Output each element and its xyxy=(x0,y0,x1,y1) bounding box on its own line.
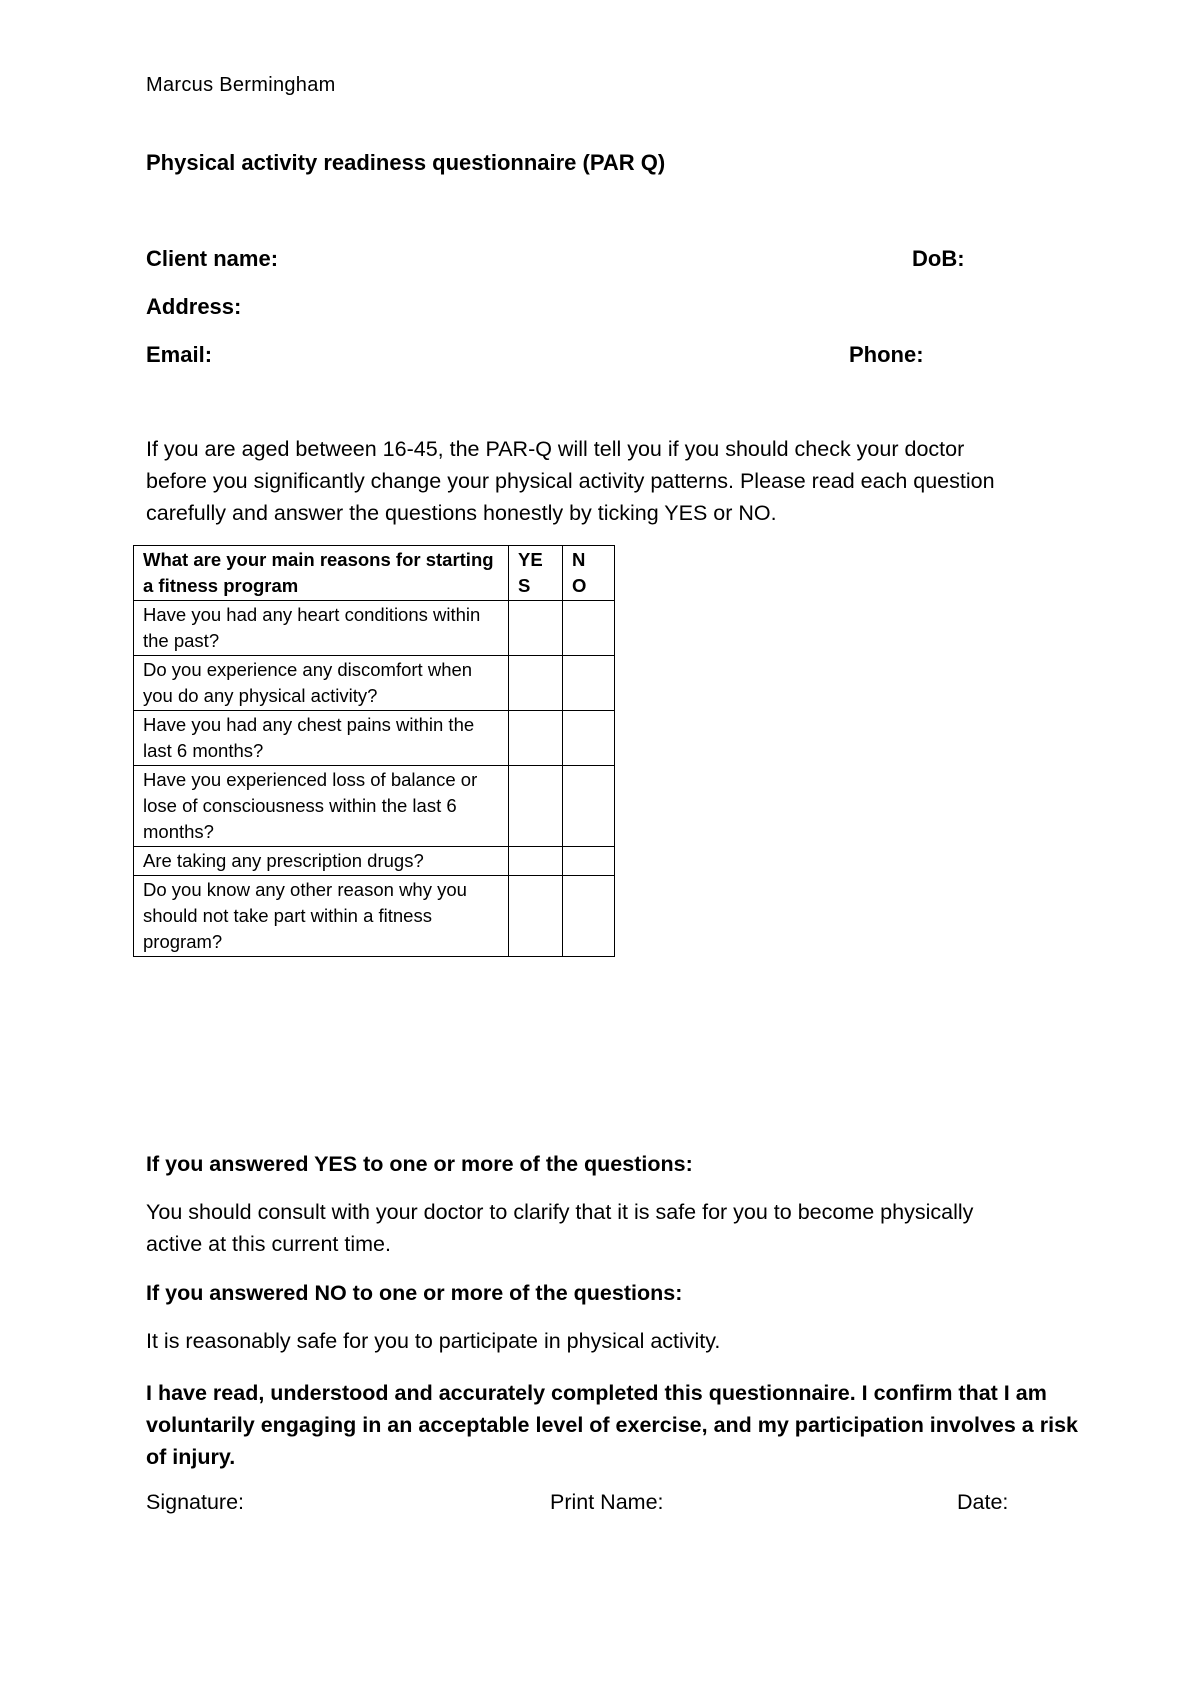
question-header-text: a fitness program xyxy=(143,575,299,596)
table-header-row xyxy=(134,546,615,601)
parq-table xyxy=(133,545,615,957)
signature-label: Signature: xyxy=(146,1490,245,1514)
address-label: Address: xyxy=(146,294,242,319)
table-row xyxy=(134,656,615,711)
yes-checkbox-cell[interactable] xyxy=(509,601,563,656)
phone-label: Phone: xyxy=(849,342,924,367)
question-cell xyxy=(134,766,509,847)
no-result-heading: If you answered NO to one or more of the questions: xyxy=(146,1281,683,1305)
document-title: Physical activity readiness questionnaire (PAR Q) xyxy=(146,150,666,175)
yes-result-heading: If you answered YES to one or more of the questions: xyxy=(146,1152,693,1176)
author-name: Marcus Bermingham xyxy=(146,74,336,96)
no-header-text: N xyxy=(572,549,586,570)
question-text: Have you had any chest pains within the xyxy=(143,714,475,735)
question-text: Have you had any heart conditions within xyxy=(143,604,481,625)
question-cell xyxy=(134,601,509,656)
question-cell xyxy=(134,711,509,766)
table-row xyxy=(134,601,615,656)
yes-checkbox-cell[interactable] xyxy=(509,656,563,711)
yes-checkbox-cell[interactable] xyxy=(509,876,563,957)
question-header-cell xyxy=(134,546,509,601)
yes-checkbox-cell[interactable] xyxy=(509,711,563,766)
table-row xyxy=(134,711,615,766)
intro-line: If you are aged between 16-45, the PAR-Q will tell you if you should check your doctor xyxy=(146,437,965,461)
question-cell xyxy=(134,656,509,711)
email-label: Email: xyxy=(146,342,213,367)
intro-line: before you significantly change your physical activity patterns. Please read each question xyxy=(146,469,995,493)
declaration-line: I have read, understood and accurately completed this questionnaire. I confirm that I am xyxy=(146,1381,1047,1405)
question-header-text: What are your main reasons for starting xyxy=(143,549,494,570)
no-checkbox-cell[interactable] xyxy=(563,766,615,847)
client-name-label: Client name: xyxy=(146,246,279,271)
intro-line: carefully and answer the questions honestly by ticking YES or NO. xyxy=(146,501,777,525)
no-checkbox-cell[interactable] xyxy=(563,601,615,656)
no-result-text: It is reasonably safe for you to participate in physical activity. xyxy=(146,1329,721,1353)
question-text: Do you experience any discomfort when xyxy=(143,659,473,680)
yes-checkbox-cell[interactable] xyxy=(509,766,563,847)
question-text: program? xyxy=(143,931,223,952)
question-text: should not take part within a fitness xyxy=(143,905,432,926)
no-checkbox-cell[interactable] xyxy=(563,847,615,876)
yes-result-text: active at this current time. xyxy=(146,1232,391,1256)
table-row xyxy=(134,766,615,847)
declaration-paragraph xyxy=(146,1377,1086,1473)
question-text: last 6 months? xyxy=(143,740,264,761)
print-name-label: Print Name: xyxy=(550,1490,664,1514)
question-text: Do you know any other reason why you xyxy=(143,879,467,900)
table-row xyxy=(134,847,615,876)
no-checkbox-cell[interactable] xyxy=(563,711,615,766)
question-text: Have you experienced loss of balance or xyxy=(143,769,478,790)
table-row xyxy=(134,876,615,957)
yes-header-text: YE xyxy=(518,549,543,570)
question-text: the past? xyxy=(143,630,220,651)
question-text: you do any physical activity? xyxy=(143,685,378,706)
question-text: Are taking any prescription drugs? xyxy=(143,850,424,871)
yes-header-text: S xyxy=(518,575,531,596)
date-label: Date: xyxy=(957,1490,1009,1514)
question-cell xyxy=(134,847,509,876)
declaration-line: of injury. xyxy=(146,1445,236,1469)
no-header-text: O xyxy=(572,575,587,596)
dob-label: DoB: xyxy=(912,246,965,271)
question-text: months? xyxy=(143,821,214,842)
yes-result-text: You should consult with your doctor to clarify that it is safe for you to become physically xyxy=(146,1200,974,1224)
declaration-line: voluntarily engaging in an acceptable level of exercise, and my participation involves a risk xyxy=(146,1413,1078,1437)
question-cell xyxy=(134,876,509,957)
no-checkbox-cell[interactable] xyxy=(563,656,615,711)
yes-checkbox-cell[interactable] xyxy=(509,847,563,876)
no-header-cell xyxy=(563,546,615,601)
intro-paragraph xyxy=(146,433,1046,529)
question-text: lose of consciousness within the last 6 xyxy=(143,795,457,816)
yes-header-cell xyxy=(509,546,563,601)
no-checkbox-cell[interactable] xyxy=(563,876,615,957)
